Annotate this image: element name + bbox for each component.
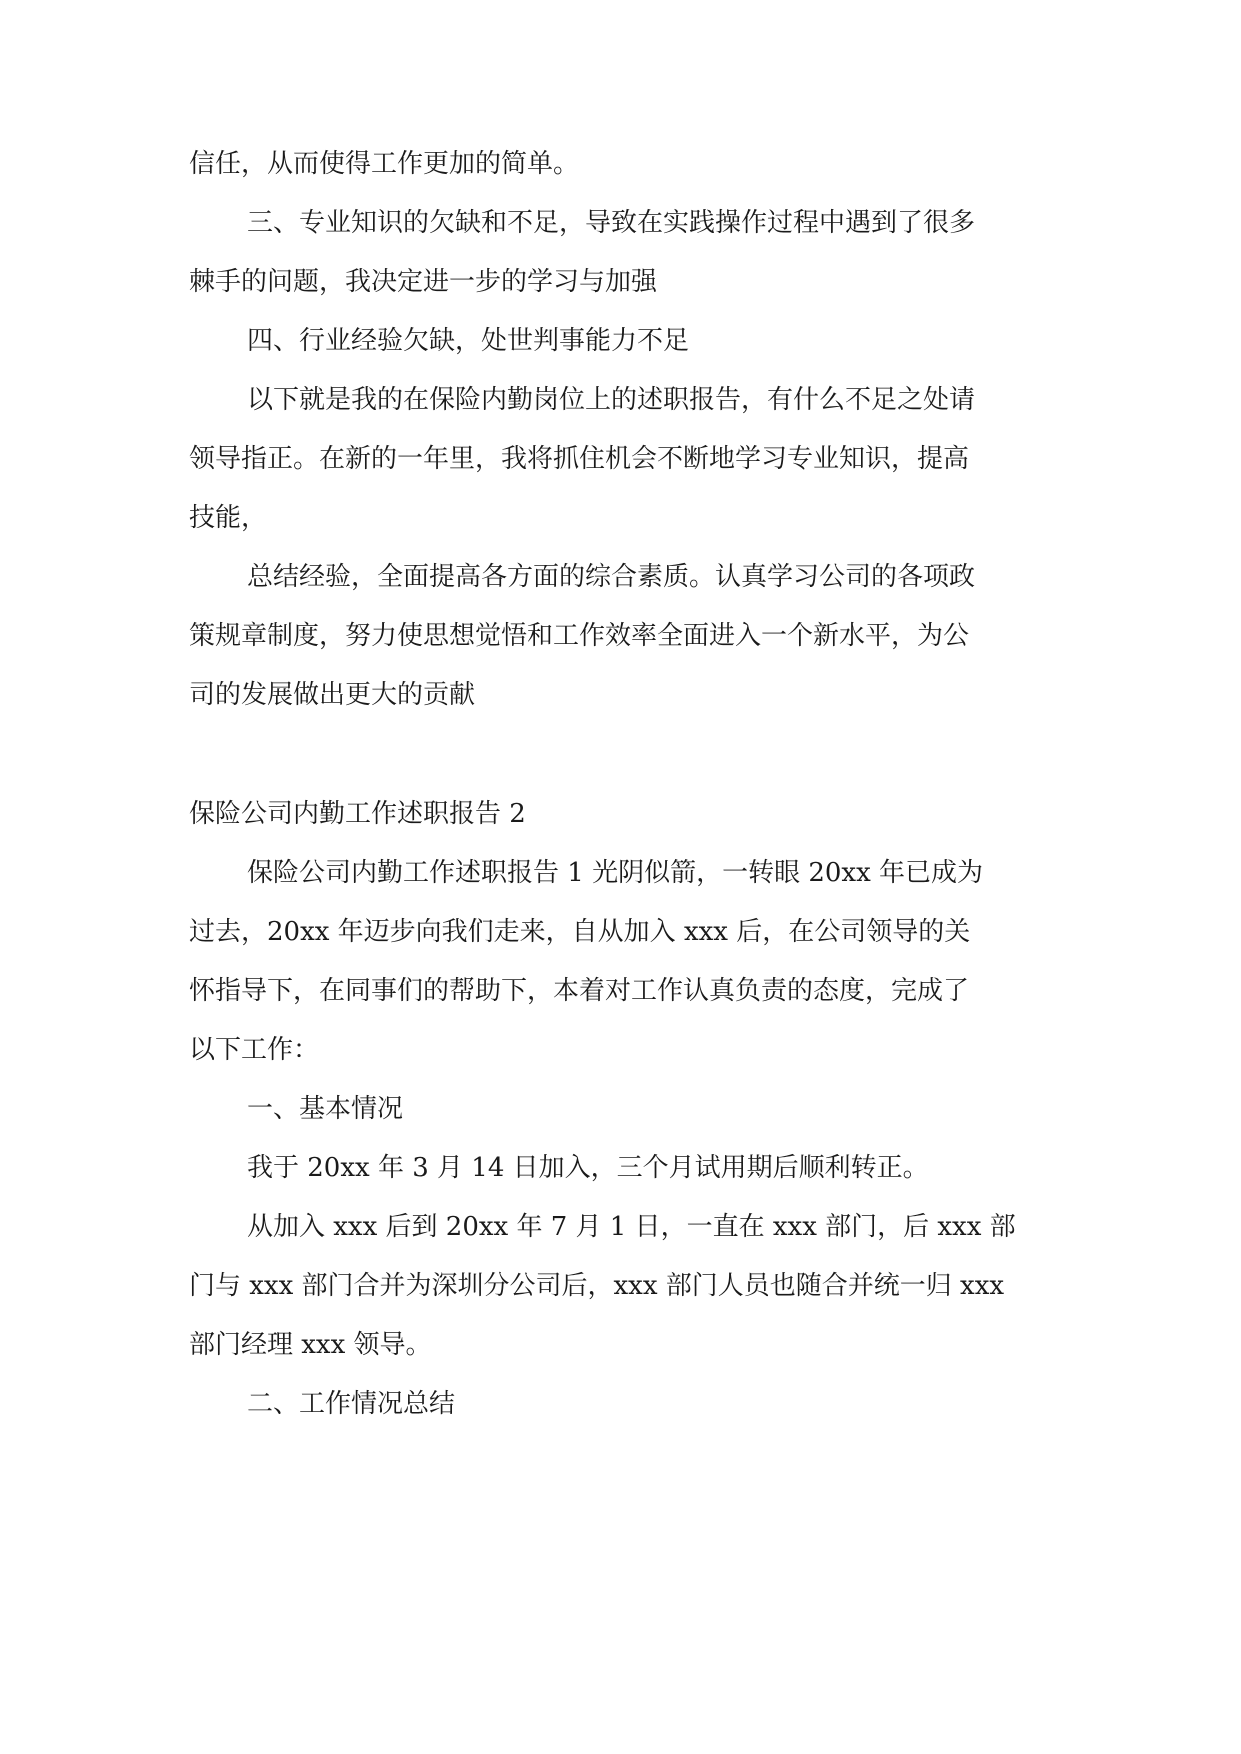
- text-line: 过去，20xx 年迈步向我们走来，自从加入 xxx 后，在公司领导的关: [189, 917, 971, 947]
- text-line: 以下工作：: [189, 1035, 320, 1065]
- text-line: 技能，: [189, 503, 268, 533]
- text-line: 以下就是我的在保险内勤岗位上的述职报告，有什么不足之处请: [247, 385, 976, 415]
- text-line: 策规章制度，努力使思想觉悟和工作效率全面进入一个新水平，为公: [189, 621, 970, 651]
- text-line: 门与 xxx 部门合并为深圳分公司后，xxx 部门人员也随合并统一归 xxx: [189, 1271, 1005, 1301]
- text-line: 部门经理 xxx 领导。: [189, 1330, 432, 1360]
- text-line: 四、行业经验欠缺，处世判事能力不足: [247, 326, 690, 356]
- text-line: 总结经验，全面提高各方面的综合素质。认真学习公司的各项政: [247, 562, 976, 592]
- text-line: 怀指导下，在同事们的帮助下，本着对工作认真负责的态度，完成了: [189, 976, 970, 1006]
- text-line: 一、基本情况: [247, 1094, 404, 1124]
- text-line: 信任，从而使得工作更加的简单。: [189, 149, 580, 179]
- section-heading: 保险公司内勤工作述职报告 2: [189, 799, 526, 829]
- text-line: 从加入 xxx 后到 20xx 年 7 月 1 日，一直在 xxx 部门，后 xxx 部: [247, 1212, 1016, 1242]
- text-line: 我于 20xx 年 3 月 14 日加入，三个月试用期后顺利转正。: [247, 1153, 929, 1183]
- text-line: 领导指正。在新的一年里，我将抓住机会不断地学习专业知识，提高: [189, 444, 970, 474]
- text-line: 司的发展做出更大的贡献: [189, 680, 476, 710]
- text-line: 二、工作情况总结: [247, 1389, 456, 1419]
- text-line: 三、专业知识的欠缺和不足，导致在实践操作过程中遇到了很多: [247, 208, 976, 238]
- text-line: 棘手的问题，我决定进一步的学习与加强: [189, 267, 658, 297]
- text-line: 保险公司内勤工作述职报告 1 光阴似箭，一转眼 20xx 年已成为: [247, 858, 984, 888]
